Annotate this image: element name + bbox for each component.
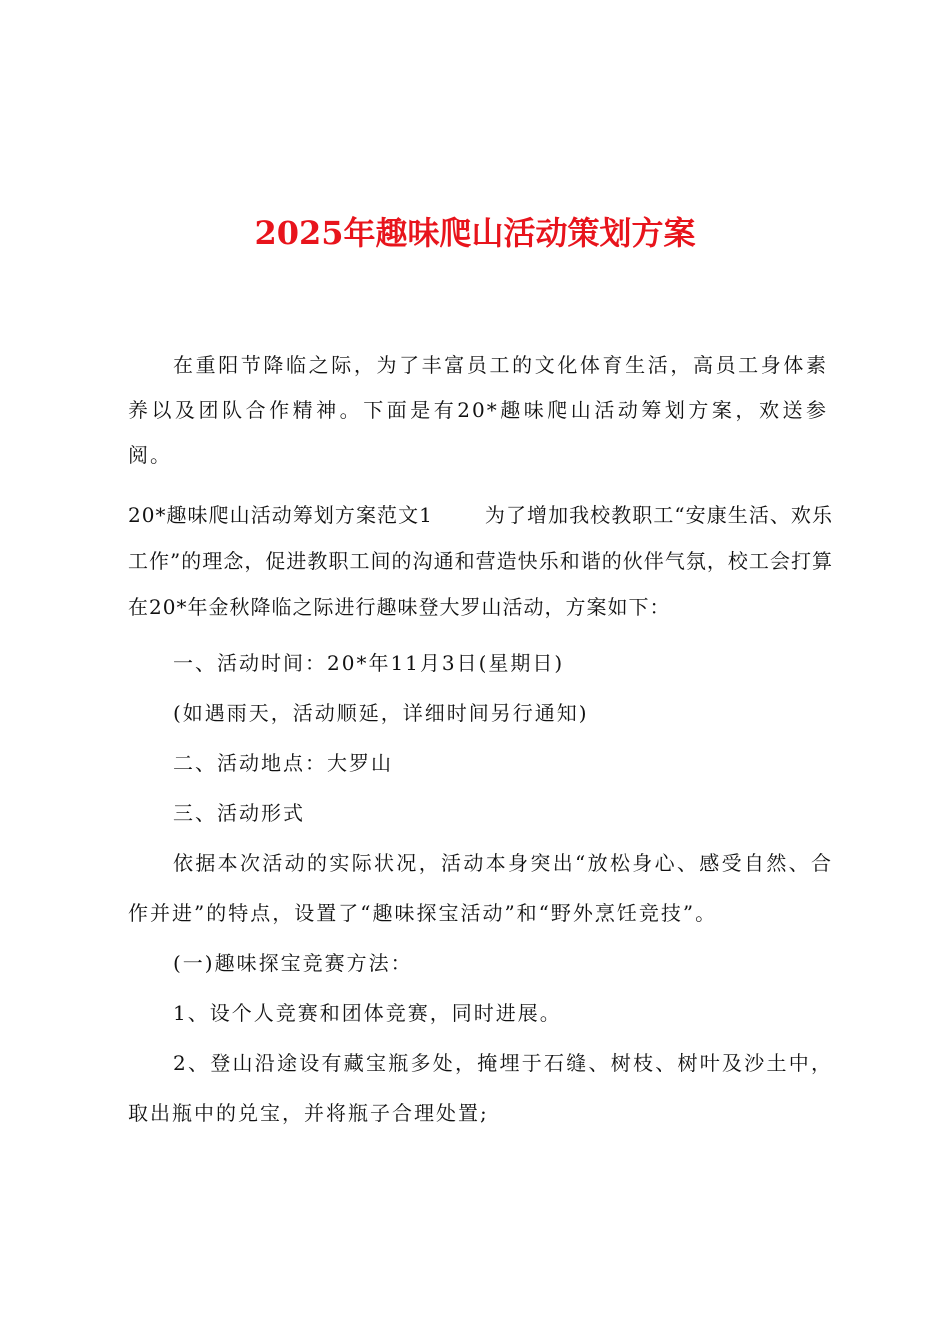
document-title: 2025年趣味爬山活动策划方案	[254, 214, 696, 252]
rule-item-1: 1、设个人竞赛和团体竞赛，同时进展。	[173, 1001, 562, 1025]
section-first-text: 为了增加我校教职工“安康生活、欢乐工作”的理念，促进教职工间的沟通和营造快乐和谐的伙伴气氛，校工会打算在20*年金秋降临之际进行趣味登大罗山活动，方案如下：	[128, 503, 833, 619]
activity-time: 一、活动时间：20*年11月3日(星期日)	[173, 651, 565, 675]
section-heading: 20*趣味爬山活动筹划方案范文1	[128, 503, 433, 527]
activity-form: 三、活动形式	[173, 801, 305, 825]
rule-item-2: 2、登山沿途设有藏宝瓶多处，掩埋于石缝、树枝、树叶及沙土中，取出瓶中的兑宝，并将瓶子合理处置;	[128, 1051, 833, 1125]
rain-notice: (如遇雨天，活动顺延，详细时间另行通知)	[173, 701, 589, 725]
activity-place: 二、活动地点：大罗山	[173, 751, 393, 775]
treasure-method: (一)趣味探宝竞赛方法：	[173, 951, 413, 975]
section-first-paragraph	[128, 492, 833, 630]
activity-basis: 依据本次活动的实际状况，活动本身突出“放松身心、感受自然、合作并进”的特点，设置了“趣味探宝活动”和“野外烹饪竞技”。	[128, 851, 833, 925]
intro-paragraph: 在重阳节降临之际，为了丰富员工的文化体育生活，高员工身体素养以及团队合作精神。下面是有20*趣味爬山活动筹划方案，欢送参阅。	[128, 353, 828, 467]
